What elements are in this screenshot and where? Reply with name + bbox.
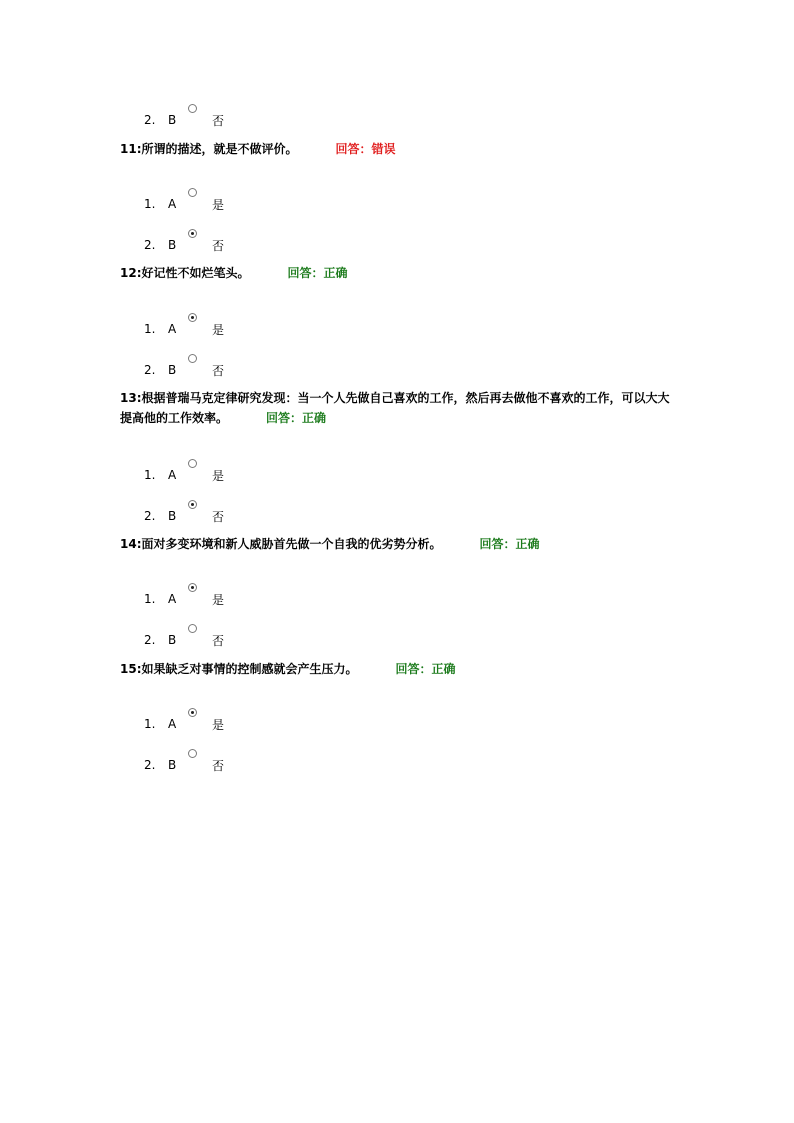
radio-button[interactable] — [188, 354, 197, 363]
option-letter: B — [168, 113, 177, 127]
list-item — [144, 465, 225, 485]
list-item — [144, 755, 225, 775]
list-item — [144, 630, 225, 650]
radio-button[interactable] — [188, 104, 197, 113]
option-text: 否 — [212, 239, 225, 253]
option-number: 2. — [144, 509, 156, 523]
option-number: 2. — [144, 363, 156, 377]
radio-button[interactable] — [188, 624, 197, 633]
question-text: 11:所谓的描述，就是不做评价。 — [120, 142, 298, 156]
radio-button-selected[interactable] — [188, 583, 197, 592]
option-letter: A — [168, 717, 177, 731]
option-number: 2. — [144, 758, 156, 772]
option-letter: A — [168, 468, 177, 482]
option-text: 是 — [212, 323, 225, 337]
list-item — [144, 319, 225, 339]
option-number: 1. — [144, 592, 156, 606]
option-letter: A — [168, 592, 177, 606]
question-13 — [120, 388, 680, 428]
answer-result: 回答：正确 — [479, 537, 540, 551]
option-number: 2. — [144, 238, 156, 252]
option-text: 否 — [212, 364, 225, 378]
option-number: 1. — [144, 468, 156, 482]
answer-result: 回答：错误 — [335, 142, 396, 156]
answer-result: 回答：正确 — [266, 411, 327, 425]
question-14 — [120, 534, 680, 554]
question-text: 12:好记性不如烂笔头。 — [120, 266, 250, 280]
option-letter: B — [168, 238, 177, 252]
question-11 — [120, 139, 680, 159]
question-text: 15:如果缺乏对事情的控制感就会产生压力。 — [120, 662, 358, 676]
radio-button[interactable] — [188, 188, 197, 197]
question-15 — [120, 659, 680, 679]
option-text: 是 — [212, 198, 225, 212]
list-item — [144, 360, 225, 380]
option-letter: B — [168, 363, 177, 377]
question-text: 13:根据普瑞马克定律研究发现：当一个人先做自己喜欢的工作，然后再去做他不喜欢的工作，可以大大提高他的工作效率。 — [120, 391, 670, 425]
answer-result: 回答：正确 — [395, 662, 456, 676]
option-letter: A — [168, 197, 177, 211]
radio-button-selected[interactable] — [188, 500, 197, 509]
list-item — [144, 506, 225, 526]
radio-button[interactable] — [188, 749, 197, 758]
option-number: 1. — [144, 322, 156, 336]
option-text: 否 — [212, 114, 225, 128]
option-text: 是 — [212, 469, 225, 483]
question-12 — [120, 263, 680, 283]
option-number: 2. — [144, 113, 156, 127]
list-item — [144, 235, 225, 255]
list-item — [144, 714, 225, 734]
list-item — [144, 194, 225, 214]
list-item — [144, 589, 225, 609]
option-text: 否 — [212, 510, 225, 524]
radio-button-selected[interactable] — [188, 313, 197, 322]
answer-result: 回答：正确 — [287, 266, 348, 280]
option-text: 否 — [212, 759, 225, 773]
option-text: 是 — [212, 593, 225, 607]
option-letter: B — [168, 758, 177, 772]
option-number: 1. — [144, 197, 156, 211]
option-number: 2. — [144, 633, 156, 647]
list-item — [144, 110, 225, 130]
option-letter: B — [168, 633, 177, 647]
option-number: 1. — [144, 717, 156, 731]
option-letter: A — [168, 322, 177, 336]
radio-button-selected[interactable] — [188, 229, 197, 238]
option-letter: B — [168, 509, 177, 523]
option-text: 是 — [212, 718, 225, 732]
radio-button-selected[interactable] — [188, 708, 197, 717]
option-text: 否 — [212, 634, 225, 648]
radio-button[interactable] — [188, 459, 197, 468]
question-text: 14:面对多变环境和新人威胁首先做一个自我的优劣势分析。 — [120, 537, 442, 551]
